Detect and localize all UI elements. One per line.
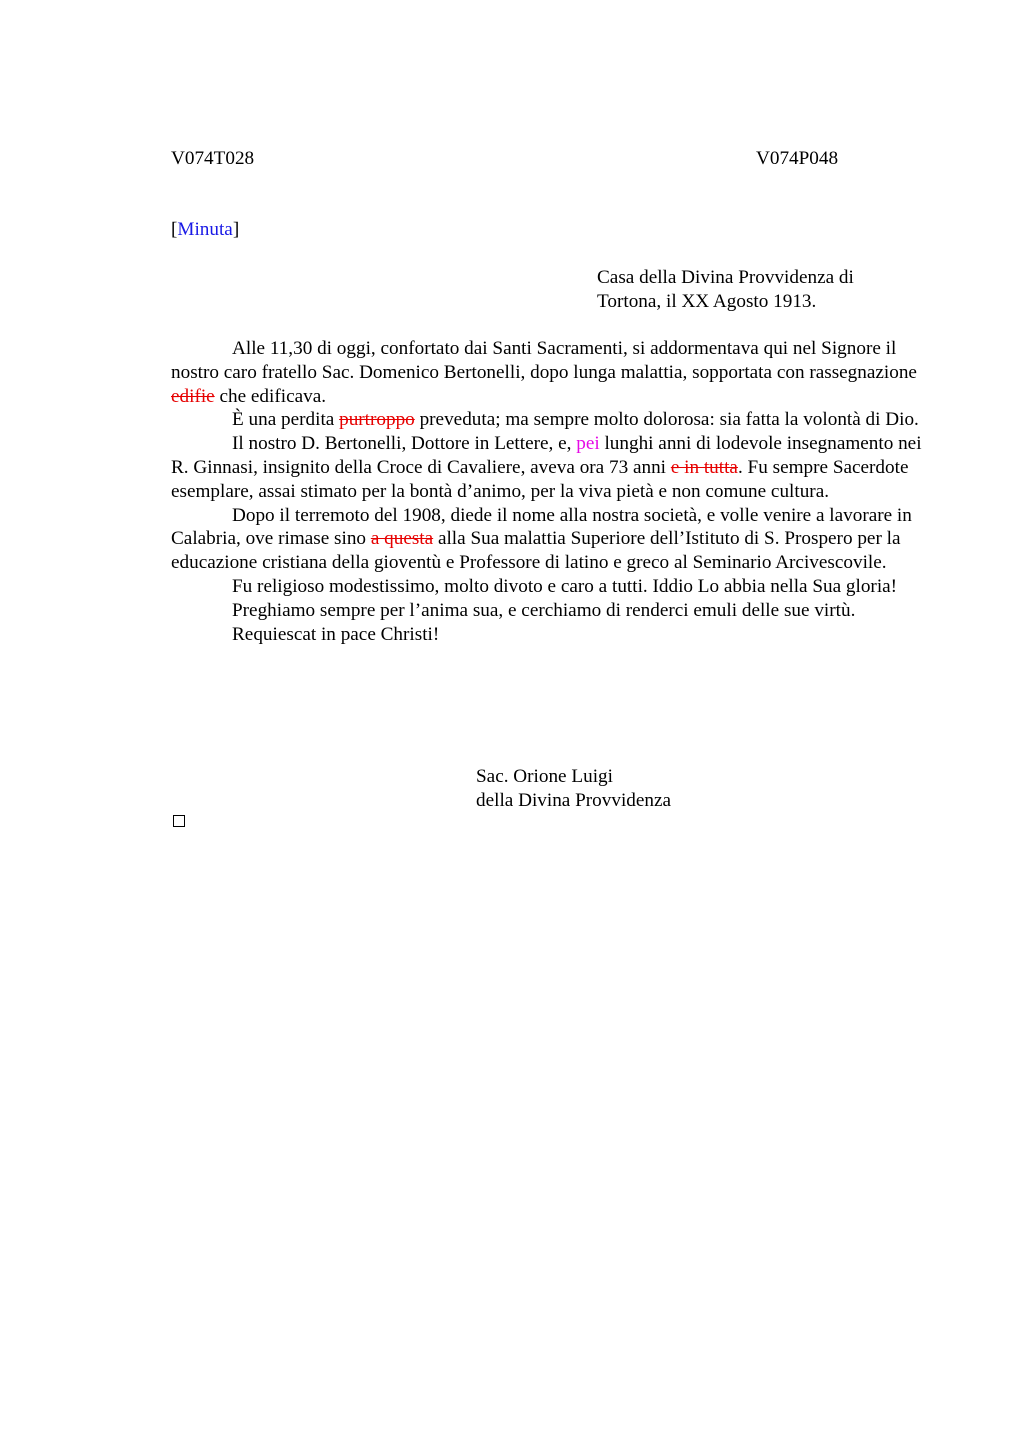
document-code-right: V074P048 bbox=[756, 148, 839, 169]
paragraph-2 bbox=[171, 408, 923, 432]
deleted-word: a questa bbox=[370, 528, 434, 550]
paragraph-6: Preghiamo sempre per l’anima sua, e cerchiamo di renderci emuli delle sue virtù. bbox=[232, 599, 856, 621]
minuta-note bbox=[171, 218, 239, 242]
inserted-word: pei bbox=[576, 433, 600, 455]
paragraph-3 bbox=[171, 432, 923, 503]
paragraph-1 bbox=[171, 337, 923, 408]
paragraph-7: Requiescat in pace Christi! bbox=[232, 623, 440, 645]
signature bbox=[476, 765, 671, 813]
dateline-date: Tortona, il XX Agosto 1913. bbox=[597, 290, 817, 312]
end-of-document-box-icon bbox=[173, 815, 185, 827]
paragraph-3-text-c: . Fu sempre Sacerdote esemplare, assai stimato per la bontà d’animo, per la viva pietà e non comune cultura. bbox=[171, 456, 909, 502]
deleted-word: edifie bbox=[171, 385, 215, 407]
paragraph-4-text-b: alla Sua malattia Superiore dell’Istituto di S. Prospero per la educazione cristiana della gioventù e Professore di latino e greco al Seminario Arcivescovile. bbox=[171, 528, 901, 574]
deleted-word: purtroppo bbox=[339, 409, 415, 431]
open-bracket: [ bbox=[171, 219, 178, 240]
minuta-label: Minuta bbox=[177, 219, 233, 240]
paragraph-2-text-a: È una perdita bbox=[232, 409, 340, 431]
paragraph-5: Fu religioso modestissimo, molto divoto e caro a tutti. Iddio Lo abbia nella Sua gloria! bbox=[232, 575, 898, 597]
paragraph-1-text-b: che edificava. bbox=[214, 385, 327, 407]
paragraph-3-text-b: lunghi anni di lodevole insegnamento nei R. Ginnasi, insignito della Croce di Cavaliere, aveva ora 73 anni bbox=[171, 433, 922, 478]
paragraph-2-text-b: preveduta; ma sempre molto dolorosa: sia fatta la volontà di Dio. bbox=[414, 409, 919, 431]
dateline bbox=[597, 266, 854, 314]
paragraph-3-text-a: Il nostro D. Bertonelli, Dottore in Lettere, e, bbox=[232, 433, 577, 455]
paragraph-4-text-a: Dopo il terremoto del 1908, diede il nome alla nostra società, e volle venire a lavorare in Calabria, ove rimase sino bbox=[171, 504, 912, 550]
paragraph-1-text-a: Alle 11,30 di oggi, confortato dai Santi Sacramenti, si addormentava qui nel Signore il nostro caro fratello Sac. Domenico Bertonelli, dopo lunga malattia, sopportata con rassegnazione bbox=[171, 338, 917, 383]
dateline-place: Casa della Divina Provvidenza di bbox=[597, 267, 854, 288]
signature-title: della Divina Provvidenza bbox=[476, 789, 672, 811]
letter-body bbox=[171, 337, 923, 646]
deleted-word: e in tutta bbox=[670, 456, 738, 478]
close-bracket: ] bbox=[232, 219, 240, 240]
paragraph-4 bbox=[171, 504, 923, 575]
document-code-left: V074T028 bbox=[171, 148, 255, 169]
signature-name: Sac. Orione Luigi bbox=[476, 766, 613, 787]
